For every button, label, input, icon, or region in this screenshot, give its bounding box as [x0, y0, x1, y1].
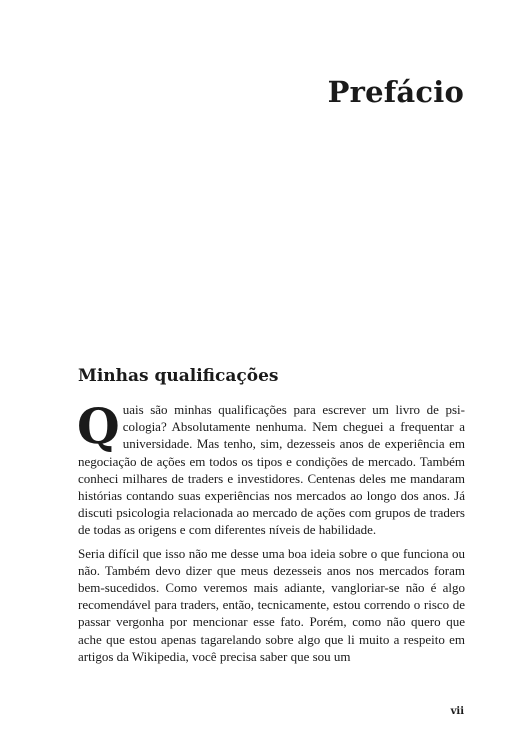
paragraph-1 [77, 397, 465, 539]
drop-cap: Q [77, 397, 120, 455]
section-heading: Minhas qualificações [78, 366, 279, 386]
body-text [77, 397, 465, 665]
paragraph-2: Seria difícil que isso não me desse uma boa ideia sobre o que funciona ou não. Também devo dizer que meus dezesseis anos nos mercados foram bem-sucedidos. Como veremos mais adiante, vangloriar-se não é algo recomendável para traders, então, tecnicamente, estou correndo o risco de passar vergonha por mencionar esse fato. Porém, como não quero que ache que estou apenas tagarelando sobre algo que li muito a respeito em artigos da Wikipedia, você precisa saber que sou um [78, 545, 465, 664]
chapter-title: Prefácio [327, 75, 464, 109]
page-number: vii [450, 706, 464, 717]
paragraph-1-text: uais são minhas qualificações para escrever um livro de psicologia? Absolutamente nenhuma. Nem cheguei a frequentar a universidade. Mas tenho, sim, dezesseis anos de experiência em negociação de ações em todos os tipos e condições de mercado. Também conheci milhares de traders e investidores. Centenas deles me mandaram histórias contando suas experiências nos mercados ao longo dos anos. Já discuti psicologia relacionada ao mercado de ações com grupos de traders de todas as origens e com diferentes níveis de habilidade. [78, 402, 465, 538]
